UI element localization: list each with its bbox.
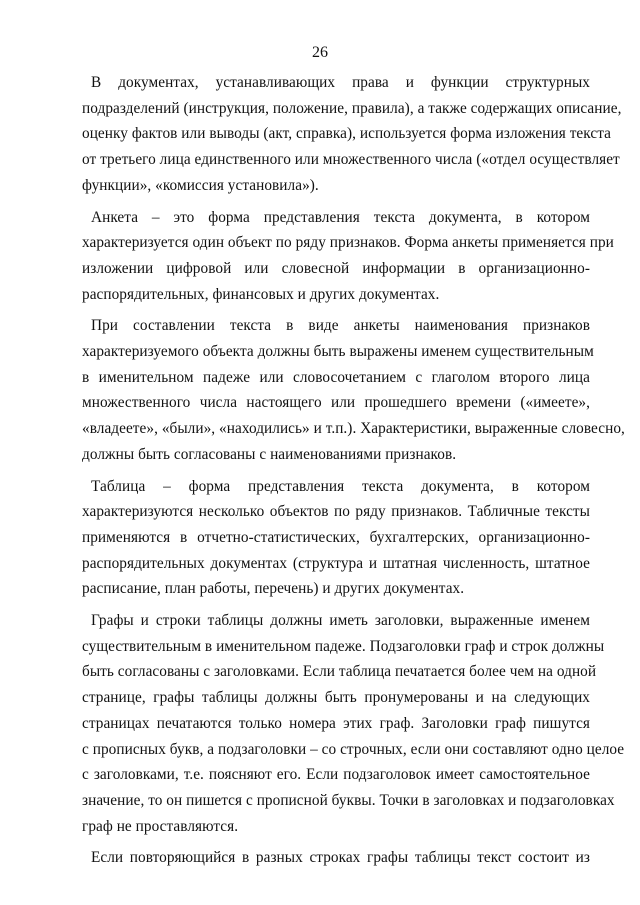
text-line: с прописных букв, а подзаголовки – со строчных, если они составляют одно целое <box>82 740 625 758</box>
text-line: должны быть согласованы с наименованиями признаков. <box>82 445 457 463</box>
paragraph <box>82 205 614 308</box>
paragraph <box>82 474 590 603</box>
text-line: граф не проставляются. <box>82 817 239 835</box>
text-line: от третьего лица единственного или множественного числа («отдел осуществляет <box>82 151 620 169</box>
paragraph <box>82 845 590 871</box>
text-line: характеризуется один объект по ряду признаков. Форма анкеты применяется при <box>82 234 614 252</box>
text-line: функции», «комиссия установила»). <box>82 176 319 194</box>
text-line: значение, то он пишется с прописной буквы. Точки в заголовках и подзаголовках <box>82 791 615 809</box>
text-line: характеризуются несколько объектов по ряду признаков. Табличные тексты <box>82 503 590 521</box>
text-line: характеризуемого объекта должны быть выражены именем существительным <box>82 343 594 361</box>
text-line: распорядительных документах (структура и штатная численность, штатное <box>82 554 590 572</box>
text-line: страницах печатаются только номера этих граф. Заголовки граф пишутся <box>82 714 590 732</box>
paragraph <box>82 313 625 467</box>
text-line: существительным в именительном падеже. Подзаголовки граф и строк должны <box>82 637 605 655</box>
text-line: множественного числа настоящего или прошедшего времени («имеете», <box>82 394 590 412</box>
text-line: В документах, устанавливающих права и функции структурных <box>91 74 590 91</box>
paragraph <box>82 608 625 839</box>
text-line: с заголовками, т.е. поясняют его. Если подзаголовок имеет самостоятельное <box>82 766 590 784</box>
text-line: «владеете», «были», «находились» и т.п.). Характеристики, выраженные словесно, <box>82 420 625 438</box>
text-line: Анкета – это форма представления текста документа, в котором <box>91 208 590 226</box>
text-line: странице, графы таблицы должны быть пронумерованы и на следующих <box>82 689 590 707</box>
document-body <box>82 70 625 877</box>
paragraph <box>82 70 622 199</box>
text-line: Графы и строки таблицы должны иметь заголовки, выраженные именем <box>91 612 590 630</box>
text-line: в именительном падеже или словосочетанием с глаголом второго лица <box>82 368 590 386</box>
text-line: изложении цифровой или словесной информации в организационно- <box>82 259 590 277</box>
text-line: распорядительных, финансовых и других документах. <box>82 285 440 303</box>
text-line: Если повторяющийся в разных строках графы таблицы текст состоит из <box>91 849 590 867</box>
text-line: Таблица – форма представления текста документа, в котором <box>91 477 590 495</box>
text-line: подразделений (инструкция, положение, правила), а также содержащих описание, <box>82 99 622 117</box>
text-line: быть согласованы с заголовками. Если таблица печатается более чем на одной <box>82 663 597 681</box>
page-number: 26 <box>312 44 328 61</box>
text-line: применяются в отчетно-статистических, бухгалтерских, организационно- <box>82 528 590 546</box>
text-line: оценку фактов или выводы (акт, справка), используется форма изложения текста <box>82 125 611 143</box>
text-line: При составлении текста в виде анкеты наименования признаков <box>91 317 590 335</box>
text-line: расписание, план работы, перечень) и других документах. <box>82 580 465 598</box>
